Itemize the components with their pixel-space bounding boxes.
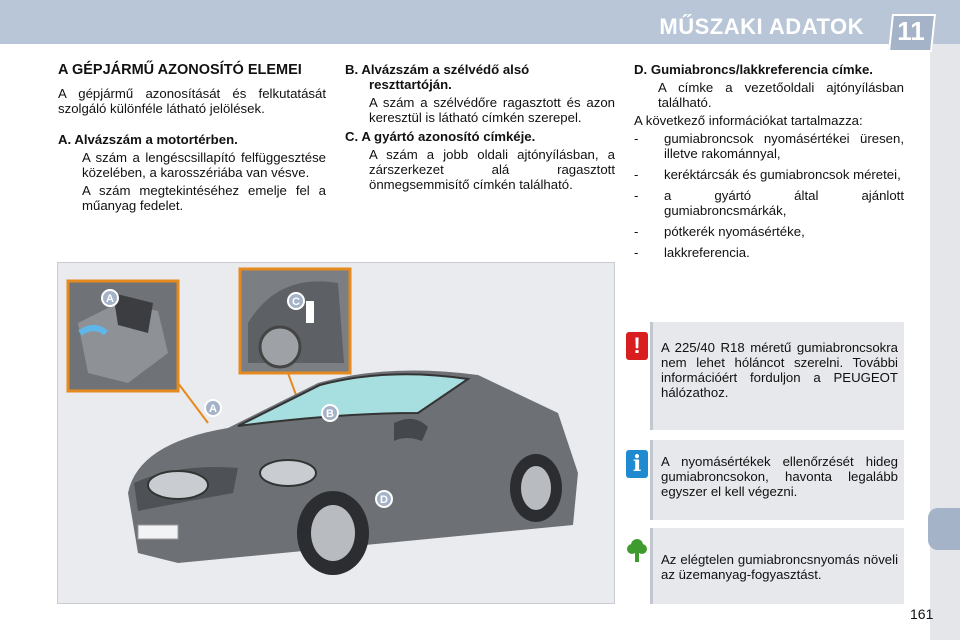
eco-tree-icon: [626, 536, 648, 564]
item-d-label: D. Gumiabroncs/lakkreferencia címke.: [634, 62, 873, 77]
item-a-text-1: A szám a lengéscsillapító felfüggesztése közelében, a karosszériába van vésve.: [82, 150, 326, 180]
item-b-text: A szám a szélvédőre ragasztott és azon keresztül is látható címkén szerepel.: [369, 95, 615, 125]
column-d: [634, 62, 904, 266]
car-illustration: [57, 262, 615, 604]
chapter-number: 11: [897, 16, 925, 46]
notice-warning: [650, 322, 904, 430]
notice-info: [650, 440, 904, 520]
marker-label: A: [106, 293, 114, 305]
list-item: - keréktárcsák és gumiabroncsok méretei,: [634, 167, 901, 182]
column-b-c: [345, 62, 615, 192]
notice-info-text: A nyomásértékek ellenőrzését hideg gumiabroncsokon, havonta legalább egyszer el kell végezni.: [661, 454, 898, 499]
list-item: - a gyártó által ajánlott gumiabroncsmárkák,: [634, 188, 904, 218]
marker-label: B: [326, 408, 334, 420]
warning-icon: !: [626, 332, 648, 360]
info-intro: A következő információkat tartalmazza:: [634, 113, 863, 128]
item-c-text: A szám a jobb oldali ajtónyílásban, a zárszerkezet alá ragasztott önmegsemmisítő címkén található.: [369, 147, 615, 192]
intro-text: A gépjármű azonosítását és felkutatását szolgáló különféle látható jelölések.: [58, 86, 326, 116]
notice-eco-text: Az elégtelen gumiabroncsnyomás növeli az üzemanyag-fogyasztást.: [661, 552, 898, 582]
list-item: - pótkerék nyomásértéke,: [634, 224, 805, 239]
notice-eco: [650, 528, 904, 604]
page-title: MŰSZAKI ADATOK: [659, 14, 864, 39]
list-item: - lakkreferencia.: [634, 245, 750, 260]
page-number: 161: [910, 606, 934, 622]
chapter-side-tab[interactable]: [928, 508, 960, 550]
column-identification: [58, 62, 326, 213]
section-title: A GÉPJÁRMŰ AZONOSÍTÓ ELEMEI: [58, 62, 302, 78]
car-illustration-svg: [58, 263, 615, 604]
marker-label: D: [380, 494, 388, 506]
item-a-text-2: A szám megtekintéséhez emelje fel a műanyag fedelet.: [82, 183, 326, 213]
marker-label: A: [209, 403, 217, 415]
side-strip: [930, 44, 960, 640]
notice-warning-text: A 225/40 R18 méretű gumiabroncsokra nem lehet hóláncot szerelni. További információért forduljon a PEUGEOT hálózathoz.: [661, 340, 898, 400]
item-b-label: B. Alvázszám a szélvédő alsó reszttartóján.: [345, 62, 530, 92]
marker-label: C: [292, 296, 300, 308]
info-icon: i: [626, 450, 648, 478]
item-d-text: A címke a vezetőoldali ajtónyílásban található.: [658, 80, 904, 110]
item-a-label: A. Alvázszám a motortérben.: [58, 132, 238, 147]
tyre-info-list: [634, 131, 904, 260]
list-item: - gumiabroncsok nyomásértékei üresen, illetve rakománnyal,: [634, 131, 904, 161]
item-c-label: C. A gyártó azonosító címkéje.: [345, 129, 536, 144]
